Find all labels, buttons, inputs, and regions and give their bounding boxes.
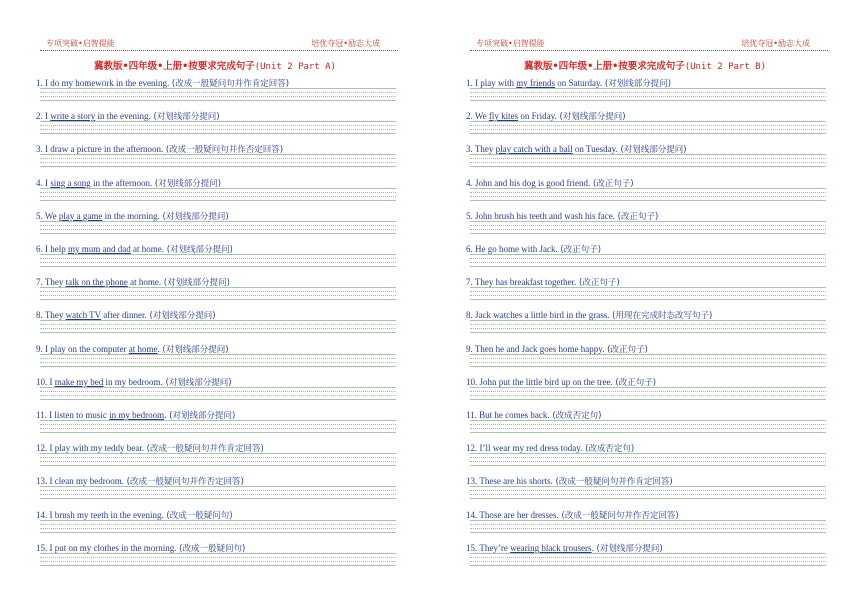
question-instruction: (改正句子) (576, 278, 620, 289)
question-number: 13. (36, 476, 48, 487)
question-item (36, 343, 396, 376)
answer-line[interactable] (40, 432, 396, 433)
question-number: 5. (36, 210, 43, 221)
answer-guide-line (470, 557, 826, 558)
answer-guide-line (470, 494, 826, 495)
answer-guide-line (40, 391, 396, 392)
answer-guide-line (40, 358, 396, 359)
question-instruction: (改成一般疑问句并作否定回答) (558, 510, 679, 521)
question-number: 6. (36, 244, 43, 254)
question-item (36, 276, 396, 309)
answer-line[interactable] (40, 100, 396, 101)
answer-guide-line (40, 494, 396, 495)
answer-guide-line (470, 461, 826, 462)
question-sentence: But he comes back. (476, 410, 550, 420)
question-number: 14. (36, 509, 48, 520)
question-sentence: I play with my teddy bear. (47, 443, 144, 454)
answer-line[interactable] (470, 320, 826, 321)
question-instruction: (对划线部分提问) (617, 145, 687, 156)
question-item (36, 376, 396, 409)
question-number: 10. (36, 376, 48, 387)
question-item (466, 110, 826, 143)
answer-guide-line (40, 561, 396, 562)
answer-guide-line (40, 324, 396, 325)
answer-guide-line (40, 225, 396, 226)
answer-guide-line (40, 395, 396, 396)
answer-line[interactable] (40, 88, 396, 89)
answer-line[interactable] (40, 233, 396, 234)
answer-line[interactable] (40, 221, 396, 222)
question-number: 7. (36, 277, 43, 288)
question-item (466, 309, 826, 342)
question-sentence: We (42, 210, 59, 221)
question-item (36, 475, 396, 508)
header-right-text: 培优夺冠•励志大成 (311, 39, 380, 48)
question-number: 14. (466, 509, 478, 520)
underlined-phrase: wearing black trousers (510, 542, 592, 553)
question-sentence: Those are her dresses. (477, 509, 559, 520)
question-number: 1. (466, 78, 473, 88)
question-sentence: I help (42, 244, 68, 254)
question-item (36, 143, 396, 176)
question-number: 6. (466, 244, 473, 254)
question-item (36, 442, 396, 475)
question-item (466, 276, 826, 309)
question-item (466, 143, 826, 176)
question-number: 2. (466, 111, 473, 122)
answer-line[interactable] (470, 166, 826, 167)
answer-guide-line (470, 192, 826, 193)
answer-guide-line (40, 129, 396, 130)
question-instruction: (对划线部分提问) (164, 245, 233, 255)
answer-guide-line (40, 461, 396, 462)
question-item (36, 210, 396, 243)
underlined-phrase: write a story (50, 111, 96, 122)
question-sentence-end: at home. (127, 277, 162, 288)
answer-guide-line (40, 258, 396, 259)
answer-line[interactable] (470, 287, 826, 288)
question-item (36, 542, 396, 575)
answer-guide-line (470, 358, 826, 359)
question-sentence-end: on Saturday. (555, 78, 603, 88)
header-divider (40, 50, 398, 51)
question-instruction: (改成一般疑问句) (163, 510, 233, 521)
question-sentence: I put on my clothes in the morning. (47, 542, 177, 553)
answer-guide-line (40, 158, 396, 159)
answer-guide-line (470, 129, 826, 130)
question-instruction: (对划线部分提问) (146, 311, 216, 322)
answer-guide-line (470, 395, 826, 396)
question-sentence-end: on Tuesday. (572, 144, 618, 155)
page-header (470, 38, 820, 50)
answer-line[interactable] (40, 254, 396, 255)
answer-guide-line (470, 258, 826, 259)
question-number: 5. (466, 210, 473, 221)
question-instruction: (改成一般疑问句) (176, 543, 246, 554)
answer-line[interactable] (470, 354, 826, 355)
question-sentence: John put the little bird up on the tree. (477, 376, 613, 387)
question-item (36, 77, 396, 110)
answer-guide-line (40, 524, 396, 525)
question-sentence: I’ll wear my red dress today. (477, 443, 583, 454)
question-instruction: (对划线部分提问) (159, 211, 229, 222)
answer-line[interactable] (40, 532, 396, 533)
answer-guide-line (470, 158, 826, 159)
answer-line[interactable] (470, 221, 826, 222)
answer-line[interactable] (470, 387, 826, 388)
question-sentence: I play on the computer (42, 343, 129, 354)
question-sentence: John brush his teeth and wash his face. (472, 210, 615, 221)
question-item (36, 509, 396, 542)
answer-line[interactable] (470, 88, 826, 89)
worksheet-page-right (430, 0, 860, 608)
question-sentence-end: in the afternoon. (90, 177, 153, 188)
question-instruction: (对划线部分提问) (602, 79, 672, 89)
question-sentence: These are his shorts. (477, 476, 553, 487)
answer-line[interactable] (470, 498, 826, 499)
question-item (36, 409, 396, 442)
question-sentence-end: at home. (130, 244, 164, 254)
answer-line[interactable] (40, 299, 396, 300)
question-number: 4. (36, 177, 43, 188)
answer-guide-line (470, 229, 826, 230)
answer-guide-line (470, 96, 826, 97)
question-sentence-end: on Friday. (518, 111, 557, 122)
answer-guide-line (40, 291, 396, 292)
answer-guide-line (470, 295, 826, 296)
question-instruction: (改成一般疑问句并作肯定回答) (143, 444, 264, 455)
answer-guide-line (470, 262, 826, 263)
question-instruction: (对划线部分提问) (162, 377, 232, 388)
header-divider (470, 50, 828, 51)
answer-line[interactable] (40, 320, 396, 321)
question-number: 13. (466, 476, 478, 487)
answer-line[interactable] (40, 354, 396, 355)
question-instruction: (对划线部分提问) (150, 112, 220, 123)
question-instruction: (改成一般疑问句并作否定回答) (123, 477, 244, 488)
question-number: 7. (466, 277, 473, 288)
answer-line[interactable] (40, 266, 396, 267)
underlined-phrase: fly kites (488, 111, 519, 122)
answer-guide-line (470, 225, 826, 226)
answer-guide-line (40, 424, 396, 425)
answer-line[interactable] (470, 121, 826, 122)
question-sentence-end: . (164, 410, 167, 420)
underlined-phrase: my mum and dad (68, 244, 131, 254)
question-instruction: (对划线部分提问) (161, 278, 230, 289)
answer-line[interactable] (470, 366, 826, 367)
answer-guide-line (470, 162, 826, 163)
question-instruction: (改正句子) (604, 344, 648, 355)
underlined-phrase: play a game (58, 210, 103, 221)
question-item (466, 243, 826, 276)
question-instruction: (对划线部分提问) (166, 411, 236, 421)
answer-line[interactable] (40, 133, 396, 134)
answer-line[interactable] (470, 520, 826, 521)
question-instruction: (改正句子) (612, 377, 657, 388)
question-sentence: Then he and Jack goes home happy. (472, 343, 605, 354)
underlined-phrase: make my bed (54, 376, 104, 387)
answer-guide-line (470, 324, 826, 325)
page-title: 冀教版•四年级•上册•按要求完成句子(Unit 2 Part B) (524, 61, 766, 72)
question-sentence: They has breakfast together. (472, 277, 577, 288)
answer-line[interactable] (470, 565, 826, 566)
question-instruction: (改正句子) (614, 211, 659, 222)
answer-line[interactable] (470, 299, 826, 300)
question-number: 11. (36, 410, 47, 420)
answer-line[interactable] (470, 233, 826, 234)
question-number: 8. (36, 310, 43, 321)
question-instruction: (对划线部分提问) (159, 344, 229, 355)
answer-guide-line (40, 362, 396, 363)
question-number: 8. (466, 310, 473, 321)
question-number: 1. (36, 78, 43, 88)
question-item (36, 110, 396, 143)
answer-guide-line (40, 328, 396, 329)
answer-guide-line (470, 561, 826, 562)
answer-guide-line (470, 428, 826, 429)
question-instruction: (改成一般疑问句并作肯定回答) (552, 477, 673, 488)
question-sentence: I draw a picture in the afternoon. (42, 144, 164, 155)
question-item (466, 210, 826, 243)
answer-line[interactable] (40, 154, 396, 155)
question-instruction: (对划线部分提问) (152, 178, 222, 189)
question-number: 4. (466, 177, 473, 188)
question-item (466, 77, 826, 110)
answer-line[interactable] (470, 332, 826, 333)
question-sentence-end: in the evening. (95, 111, 151, 122)
answer-line[interactable] (470, 399, 826, 400)
question-number: 15. (36, 542, 48, 553)
answer-line[interactable] (40, 166, 396, 167)
answer-line[interactable] (470, 553, 826, 554)
question-number: 3. (466, 144, 473, 155)
question-number: 2. (36, 111, 43, 122)
underlined-phrase: at home (128, 343, 158, 354)
question-item (466, 475, 826, 508)
answer-line[interactable] (470, 432, 826, 433)
question-item (466, 409, 826, 442)
answer-line[interactable] (470, 420, 826, 421)
question-number: 9. (36, 343, 43, 354)
answer-guide-line (470, 524, 826, 525)
question-sentence-end: . (157, 343, 160, 354)
answer-line[interactable] (470, 453, 826, 454)
question-sentence: We (472, 111, 489, 122)
underlined-phrase: talk on the phone (65, 277, 128, 288)
page-header (40, 38, 390, 50)
question-sentence: I brush my teeth in the evening. (47, 509, 164, 520)
question-sentence: They’re (477, 542, 511, 553)
answer-guide-line (40, 125, 396, 126)
question-item (36, 243, 396, 276)
answer-guide-line (40, 295, 396, 296)
question-sentence-end: after dinner. (101, 310, 147, 321)
question-sentence: I do my homework in the evening. (42, 78, 170, 88)
question-number: 10. (466, 376, 478, 387)
answer-line[interactable] (40, 387, 396, 388)
answer-guide-line (40, 196, 396, 197)
question-sentence: He go home with Jack. (472, 244, 558, 254)
question-instruction: (改正句子) (557, 245, 602, 255)
answer-guide-line (470, 291, 826, 292)
answer-line[interactable] (40, 420, 396, 421)
question-instruction: (改成一般疑问句并作肯定回答) (169, 79, 290, 89)
answer-line[interactable] (40, 553, 396, 554)
header-right-text: 培优夺冠•励志大成 (741, 39, 810, 48)
question-item (36, 177, 396, 210)
header-left-text: 专项突破•启智提能 (476, 39, 545, 48)
answer-guide-line (40, 192, 396, 193)
question-item (466, 177, 826, 210)
answer-line[interactable] (40, 200, 396, 201)
question-sentence-end: in my bedroom. (103, 376, 163, 387)
question-instruction: (改成否定句) (582, 444, 635, 455)
answer-guide-line (40, 229, 396, 230)
question-sentence: I (47, 376, 55, 387)
header-left-text: 专项突破•启智提能 (46, 39, 115, 48)
answer-line[interactable] (40, 565, 396, 566)
answer-guide-line (470, 424, 826, 425)
question-item (466, 343, 826, 376)
question-sentence: Jack watches a little bird in the grass. (472, 310, 610, 321)
question-instruction: (改正句子) (590, 178, 634, 189)
answer-guide-line (470, 196, 826, 197)
question-item (466, 509, 826, 542)
underlined-phrase: in my bedroom (109, 410, 165, 420)
answer-line[interactable] (40, 366, 396, 367)
answer-guide-line (470, 328, 826, 329)
answer-line[interactable] (40, 287, 396, 288)
answer-line[interactable] (40, 453, 396, 454)
answer-line[interactable] (40, 465, 396, 466)
question-sentence: They (42, 277, 66, 288)
answer-line[interactable] (470, 154, 826, 155)
question-instruction: (对划线部分提问) (593, 543, 663, 554)
answer-guide-line (40, 557, 396, 558)
question-instruction: (改成一般疑问句并作否定回答) (163, 145, 284, 156)
question-sentence: John and his dog is good friend. (472, 177, 591, 188)
underlined-phrase: my friends (516, 78, 555, 88)
answer-guide-line (470, 528, 826, 529)
answer-line[interactable] (40, 520, 396, 521)
question-number: 3. (36, 144, 43, 155)
answer-guide-line (470, 490, 826, 491)
answer-guide-line (470, 391, 826, 392)
question-instruction: (用现在完成时态改写句子) (609, 311, 713, 322)
question-number: 12. (36, 443, 48, 454)
answer-line[interactable] (40, 121, 396, 122)
question-number: 9. (466, 343, 473, 354)
question-number: 15. (466, 542, 478, 553)
question-item (466, 442, 826, 475)
answer-line[interactable] (470, 200, 826, 201)
answer-guide-line (470, 92, 826, 93)
question-sentence: I clean my bedroom. (47, 476, 124, 487)
answer-guide-line (40, 162, 396, 163)
underlined-phrase: sing a song (50, 177, 91, 188)
question-sentence-end: in the morning. (102, 210, 160, 221)
question-sentence: I play with (472, 78, 517, 88)
underlined-phrase: play catch with a ball (495, 144, 573, 155)
question-item (466, 542, 826, 575)
answer-guide-line (40, 428, 396, 429)
answer-line[interactable] (470, 133, 826, 134)
answer-guide-line (40, 490, 396, 491)
question-sentence: They (42, 310, 66, 321)
answer-line[interactable] (40, 332, 396, 333)
answer-guide-line (470, 457, 826, 458)
question-sentence-end: . (591, 542, 594, 553)
page-title: 冀教版•四年级•上册•按要求完成句子(Unit 2 Part A) (94, 61, 336, 72)
question-item (466, 376, 826, 409)
answer-guide-line (40, 262, 396, 263)
answer-line[interactable] (470, 486, 826, 487)
question-instruction: (改成否定句) (549, 411, 602, 421)
answer-line[interactable] (470, 465, 826, 466)
answer-line[interactable] (40, 399, 396, 400)
answer-line[interactable] (470, 100, 826, 101)
question-sentence: I (42, 177, 51, 188)
answer-line[interactable] (470, 254, 826, 255)
question-instruction: (对划线部分提问) (556, 112, 626, 123)
answer-guide-line (40, 457, 396, 458)
answer-line[interactable] (470, 188, 826, 189)
answer-line[interactable] (40, 486, 396, 487)
answer-guide-line (470, 362, 826, 363)
answer-line[interactable] (470, 266, 826, 267)
question-sentence: I (42, 111, 51, 122)
underlined-phrase: watch TV (65, 310, 102, 321)
answer-guide-line (40, 528, 396, 529)
question-sentence: They (472, 144, 496, 155)
question-sentence: I listen to music (46, 410, 110, 420)
answer-line[interactable] (470, 532, 826, 533)
answer-guide-line (40, 96, 396, 97)
question-number: 11. (466, 410, 477, 420)
answer-line[interactable] (40, 188, 396, 189)
answer-guide-line (470, 125, 826, 126)
question-number: 12. (466, 443, 478, 454)
question-item (36, 309, 396, 342)
answer-line[interactable] (40, 498, 396, 499)
answer-guide-line (40, 92, 396, 93)
